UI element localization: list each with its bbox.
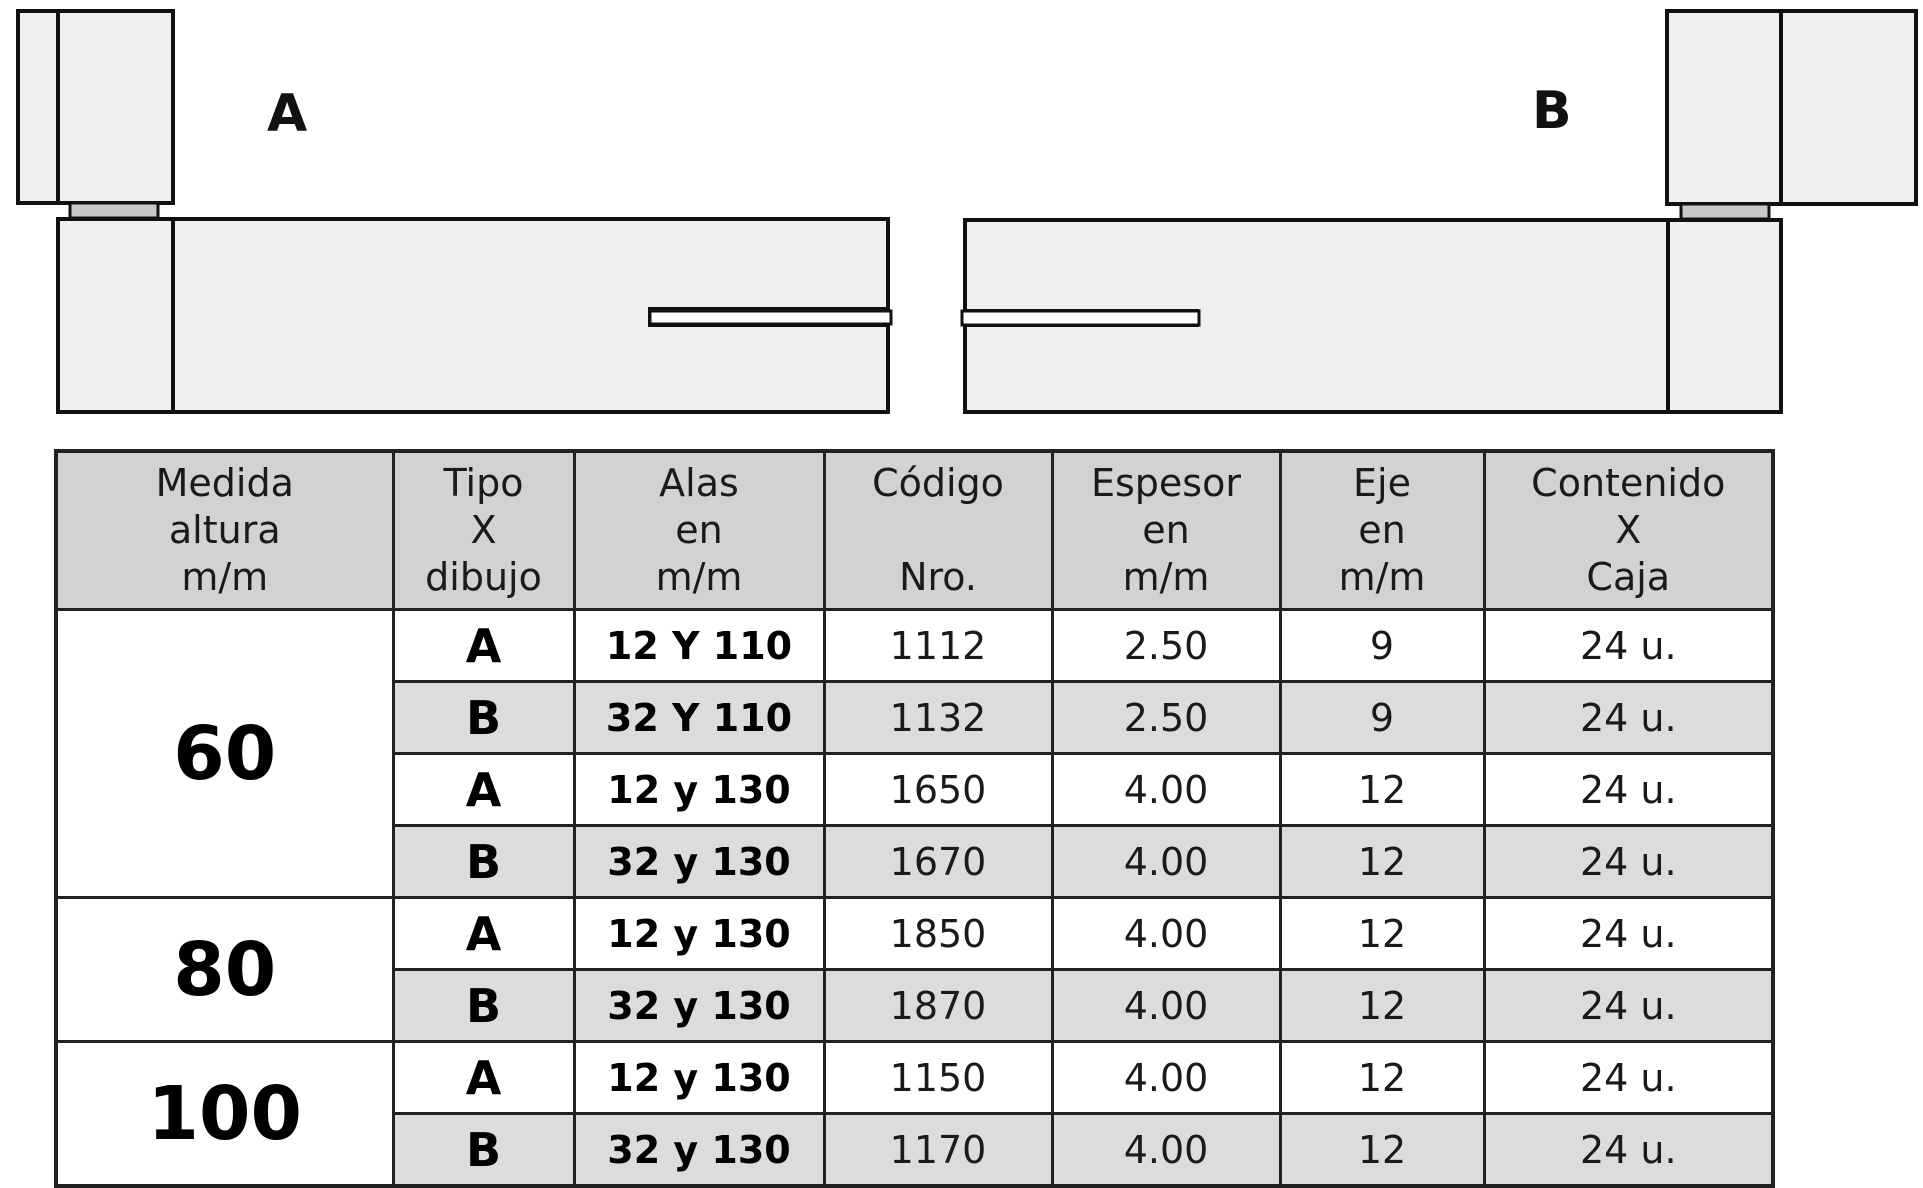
tipo-cell: A: [393, 1042, 574, 1114]
hinge-b-lower-knuckle: [1668, 220, 1781, 412]
header-medida: [56, 451, 393, 610]
eje-cell: 12: [1280, 754, 1484, 826]
tipo-cell: B: [393, 1114, 574, 1187]
spec-table: [54, 449, 1775, 1188]
espesor-cell: 4.00: [1052, 898, 1280, 970]
hinge-b-upper-leaf: [1781, 11, 1916, 204]
header-espesor: [1052, 451, 1280, 610]
contenido-cell: 24 u.: [1484, 898, 1773, 970]
contenido-cell: 24 u.: [1484, 970, 1773, 1042]
header-tipo: [393, 451, 574, 610]
header-line: Eje: [1353, 461, 1411, 505]
codigo-cell: 1650: [824, 754, 1052, 826]
tipo-cell: A: [393, 610, 574, 682]
header-line: en: [1142, 508, 1190, 552]
header-line: Contenido: [1531, 461, 1726, 505]
header-contenido: [1484, 451, 1773, 610]
header-line: m/m: [1338, 555, 1426, 599]
header-line: Nro.: [899, 555, 977, 599]
header-line: X: [1615, 508, 1642, 552]
header-line: Alas: [659, 461, 739, 505]
header-line: m/m: [181, 555, 269, 599]
tipo-cell: A: [393, 754, 574, 826]
contenido-cell: 24 u.: [1484, 826, 1773, 898]
hinge-b-pin-ring: [1681, 204, 1769, 219]
eje-cell: 12: [1280, 898, 1484, 970]
tipo-cell: A: [393, 898, 574, 970]
eje-cell: 12: [1280, 1114, 1484, 1187]
alas-cell: 32 y 130: [574, 970, 824, 1042]
tipo-cell: B: [393, 826, 574, 898]
contenido-cell: 24 u.: [1484, 754, 1773, 826]
hinge-a-pin-ring: [70, 203, 158, 218]
header-line: X: [470, 508, 497, 552]
header-line: Caja: [1586, 555, 1671, 599]
hinge-b-slot: [962, 311, 1199, 325]
codigo-cell: 1112: [824, 610, 1052, 682]
alas-cell: 12 y 130: [574, 898, 824, 970]
eje-cell: 12: [1280, 970, 1484, 1042]
codigo-cell: 1670: [824, 826, 1052, 898]
eje-cell: 12: [1280, 1042, 1484, 1114]
codigo-cell: 1870: [824, 970, 1052, 1042]
tipo-cell: B: [393, 682, 574, 754]
header-line: en: [675, 508, 723, 552]
label-a: A: [267, 84, 308, 144]
alas-cell: 12 y 130: [574, 754, 824, 826]
espesor-cell: 4.00: [1052, 1114, 1280, 1187]
espesor-cell: 4.00: [1052, 754, 1280, 826]
espesor-cell: 4.00: [1052, 1042, 1280, 1114]
eje-cell: 9: [1280, 610, 1484, 682]
header-eje: [1280, 451, 1484, 610]
contenido-cell: 24 u.: [1484, 610, 1773, 682]
tipo-cell: B: [393, 970, 574, 1042]
header-line: m/m: [1122, 555, 1210, 599]
codigo-cell: 1170: [824, 1114, 1052, 1187]
header-line: dibujo: [425, 555, 542, 599]
hinge-a-upper-knuckle: [58, 11, 173, 203]
header-line: en: [1358, 508, 1406, 552]
hinge-b-figure: [962, 11, 1916, 412]
alas-cell: 12 y 130: [574, 1042, 824, 1114]
alas-cell: 32 Y 110: [574, 682, 824, 754]
table-row: [56, 610, 1773, 682]
size-cell: 60: [56, 610, 393, 898]
table-row: [56, 1042, 1773, 1114]
espesor-cell: 4.00: [1052, 970, 1280, 1042]
hinge-a-upper-leaf-edge: [18, 11, 58, 203]
header-alas: [574, 451, 824, 610]
header-line: Medida: [155, 461, 294, 505]
espesor-cell: 2.50: [1052, 610, 1280, 682]
header-line: Espesor: [1091, 461, 1241, 505]
header-line: Código: [872, 461, 1004, 505]
espesor-cell: 2.50: [1052, 682, 1280, 754]
hinge-b-upper-knuckle: [1667, 11, 1781, 204]
alas-cell: 32 y 130: [574, 1114, 824, 1187]
size-cell: 100: [56, 1042, 393, 1187]
hinge-a-figure: [18, 11, 891, 412]
contenido-cell: 24 u.: [1484, 682, 1773, 754]
eje-cell: 9: [1280, 682, 1484, 754]
header-line: m/m: [655, 555, 743, 599]
contenido-cell: 24 u.: [1484, 1042, 1773, 1114]
header-line: altura: [168, 508, 281, 552]
alas-cell: 32 y 130: [574, 826, 824, 898]
size-cell: 80: [56, 898, 393, 1042]
table-row: [56, 898, 1773, 970]
header-line: Tipo: [443, 461, 524, 505]
label-b: B: [1532, 81, 1572, 141]
codigo-cell: 1150: [824, 1042, 1052, 1114]
header-codigo: [824, 451, 1052, 610]
contenido-cell: 24 u.: [1484, 1114, 1773, 1187]
hinge-technical-drawing: [0, 0, 1923, 430]
eje-cell: 12: [1280, 826, 1484, 898]
hinge-a-lower-knuckle: [58, 219, 173, 412]
hinge-a-slot: [650, 311, 891, 324]
header-line: [826, 507, 1051, 554]
header-row: [56, 451, 1773, 610]
codigo-cell: 1132: [824, 682, 1052, 754]
espesor-cell: 4.00: [1052, 826, 1280, 898]
alas-cell: 12 Y 110: [574, 610, 824, 682]
codigo-cell: 1850: [824, 898, 1052, 970]
